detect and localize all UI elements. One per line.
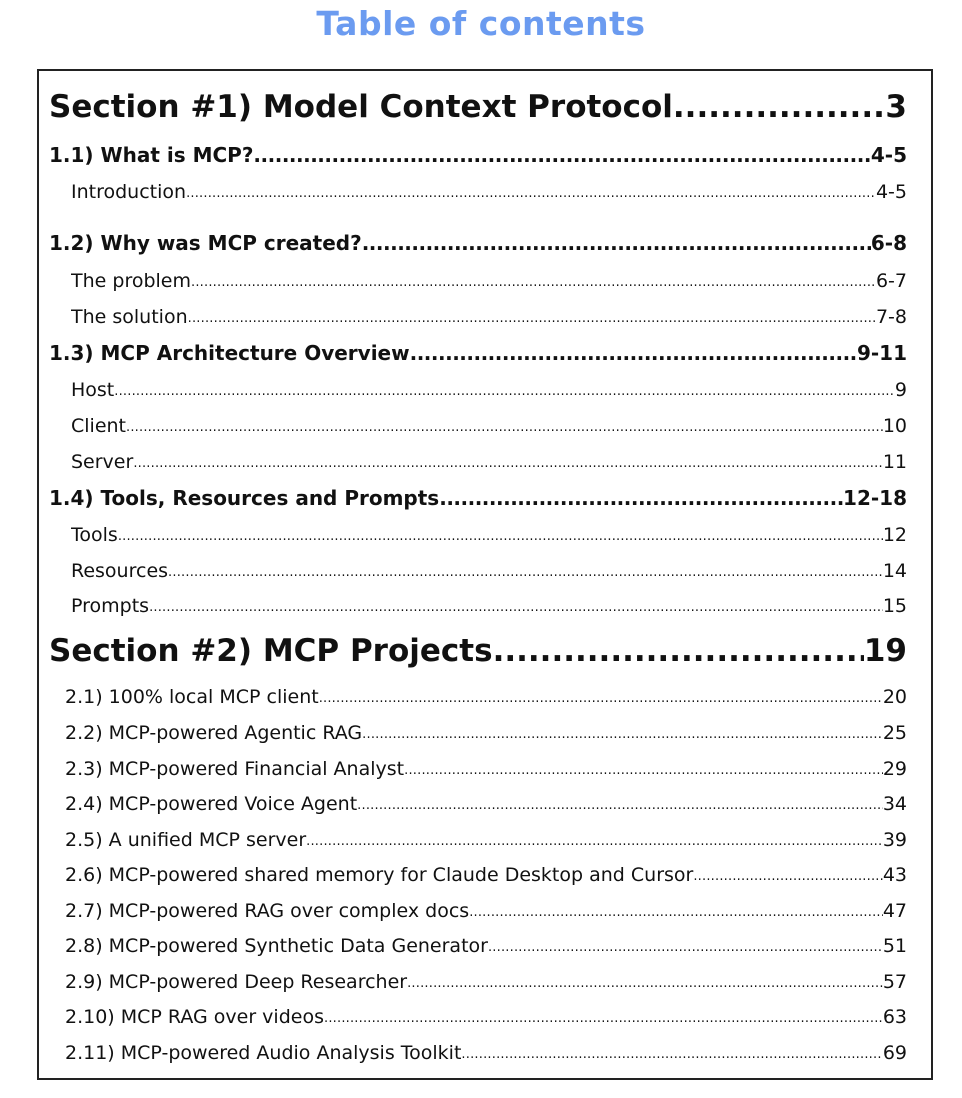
toc-item[interactable] [71, 376, 907, 404]
toc-label: Section #2) MCP Projects [49, 633, 493, 669]
dot-leader [253, 141, 870, 169]
dot-leader [191, 267, 876, 295]
toc-project[interactable] [65, 719, 907, 747]
toc-item[interactable] [71, 592, 907, 620]
toc-page-number: 63 [882, 1006, 907, 1028]
toc-label: Host [71, 379, 115, 401]
toc-label: 1.4) Tools, Resources and Prompts [49, 486, 440, 510]
toc-page-number: 43 [882, 864, 907, 886]
dot-leader [324, 1003, 883, 1031]
dot-leader [357, 790, 883, 818]
toc-project[interactable] [65, 897, 907, 925]
toc-label: 2.6) MCP-powered shared memory for Claude Desktop and Cursor [65, 864, 694, 886]
dot-leader [168, 557, 883, 585]
toc-page-number: 4-5 [875, 181, 907, 203]
toc-project[interactable] [65, 790, 907, 818]
toc-label: 2.1) 100% local MCP client [65, 686, 319, 708]
toc-label: The solution [71, 306, 188, 328]
toc-box [37, 69, 933, 1080]
toc-label: Prompts [71, 595, 150, 617]
toc-label: 2.9) MCP-powered Deep Researcher [65, 971, 408, 993]
dot-leader [362, 719, 883, 747]
page-title: Table of contents [316, 4, 646, 43]
toc-page-number: 51 [882, 935, 907, 957]
dot-leader [439, 484, 843, 512]
toc-label: 2.2) MCP-powered Agentic RAG [65, 722, 363, 744]
toc-item[interactable] [71, 448, 907, 476]
toc-page-number: 39 [882, 829, 907, 851]
toc-subsection[interactable] [49, 484, 907, 512]
toc-page-number: 15 [882, 595, 907, 617]
dot-leader [118, 521, 883, 549]
toc-item[interactable] [71, 267, 907, 295]
toc-subsection[interactable] [49, 229, 907, 257]
toc-page-number: 7-8 [875, 306, 907, 328]
toc-label: 2.8) MCP-powered Synthetic Data Generator [65, 935, 488, 957]
toc-section-2[interactable] [49, 631, 907, 671]
toc-label: 2.10) MCP RAG over videos [65, 1006, 324, 1028]
toc-label: Server [71, 451, 134, 473]
dot-leader [461, 1039, 882, 1067]
toc-item[interactable] [71, 521, 907, 549]
toc-page-number: 10 [882, 415, 907, 437]
toc-page-number: 4-5 [870, 143, 907, 167]
dot-leader [407, 968, 883, 996]
toc-label: The problem [71, 270, 191, 292]
toc-label: Introduction [71, 181, 187, 203]
toc-label: 1.1) What is MCP? [49, 143, 254, 167]
toc-project[interactable] [65, 1003, 907, 1031]
dot-leader [114, 376, 895, 404]
toc-page-number: 14 [882, 560, 907, 582]
dot-leader [493, 631, 864, 671]
toc-section-1[interactable] [49, 87, 907, 127]
toc-page-number: 11 [882, 451, 907, 473]
toc-page-number: 19 [863, 633, 907, 669]
dot-leader [410, 339, 857, 367]
toc-item[interactable] [71, 178, 907, 206]
dot-leader [488, 932, 883, 960]
dot-leader [469, 897, 883, 925]
toc-page-number: 9-11 [856, 341, 907, 365]
dot-leader [306, 826, 883, 854]
toc-subsection[interactable] [49, 339, 907, 367]
toc-label: 2.7) MCP-powered RAG over complex docs [65, 900, 470, 922]
toc-label: 2.3) MCP-powered Financial Analyst [65, 758, 405, 780]
dot-leader [362, 229, 871, 257]
toc-label: 2.5) A unified MCP server [65, 829, 307, 851]
toc-project[interactable] [65, 1039, 907, 1067]
toc-page-number: 34 [882, 793, 907, 815]
toc-page-number: 20 [882, 686, 907, 708]
toc-page-number: 9 [894, 379, 907, 401]
toc-project[interactable] [65, 826, 907, 854]
toc-label: 2.4) MCP-powered Voice Agent [65, 793, 358, 815]
toc-subsection[interactable] [49, 141, 907, 169]
dot-leader [126, 412, 883, 440]
toc-label: Resources [71, 560, 169, 582]
dot-leader [319, 683, 883, 711]
dot-leader [404, 755, 883, 783]
toc-project[interactable] [65, 683, 907, 711]
toc-label: Tools [71, 524, 118, 546]
toc-label: Client [71, 415, 127, 437]
toc-page-number: 3 [885, 89, 907, 125]
toc-project[interactable] [65, 861, 907, 889]
toc-page-number: 25 [882, 722, 907, 744]
toc-label: 2.11) MCP-powered Audio Analysis Toolkit [65, 1042, 462, 1064]
dot-leader [149, 592, 883, 620]
toc-page-number: 57 [882, 971, 907, 993]
toc-page-number: 29 [882, 758, 907, 780]
toc-item[interactable] [71, 412, 907, 440]
dot-leader [188, 303, 876, 331]
toc-page-number: 12-18 [843, 486, 907, 510]
toc-project[interactable] [65, 932, 907, 960]
toc-label: 1.3) MCP Architecture Overview [49, 341, 410, 365]
dot-leader [693, 861, 882, 889]
toc-page-number: 69 [882, 1042, 907, 1064]
toc-page-number: 6-8 [870, 231, 907, 255]
toc-page-number: 47 [882, 900, 907, 922]
toc-label: 1.2) Why was MCP created? [49, 231, 362, 255]
dot-leader [673, 87, 886, 127]
toc-project[interactable] [65, 755, 907, 783]
dot-leader [133, 448, 883, 476]
dot-leader [186, 178, 876, 206]
toc-label: Section #1) Model Context Protocol [49, 89, 673, 125]
toc-item[interactable] [71, 303, 907, 331]
toc-page-number: 12 [882, 524, 907, 546]
toc-item[interactable] [71, 557, 907, 585]
toc-page-number: 6-7 [875, 270, 907, 292]
toc-project[interactable] [65, 968, 907, 996]
